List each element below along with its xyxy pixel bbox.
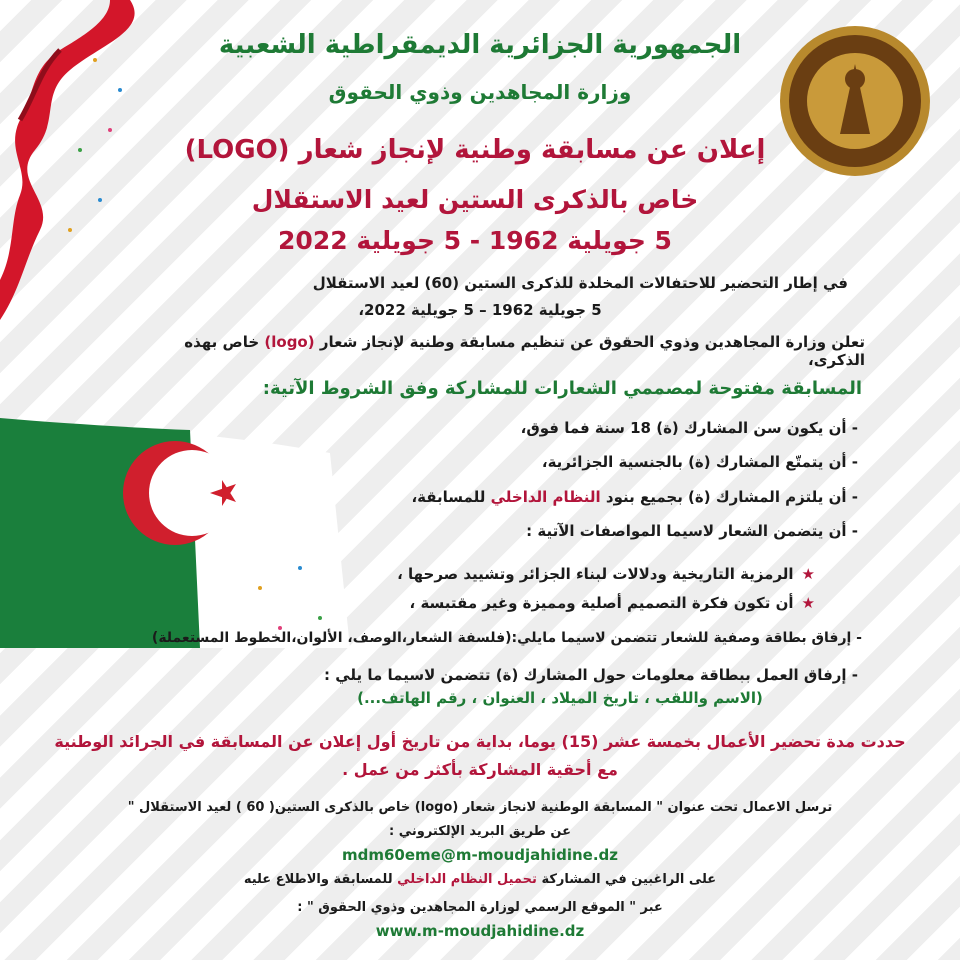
announcement-dates: 5 جويلية 1962 - 5 جويلية 2022: [278, 226, 672, 255]
condition-rules-end: للمسابقة،: [411, 488, 486, 506]
condition-info-card: - إرفاق العمل ببطاقة معلومات حول المشارك (ة) تتضمن لاسيما ما يلي :: [324, 666, 858, 684]
condition-rules: [300, 488, 858, 506]
conditions-heading: المسابقة مفتوحة لمصممي الشعارات للمشاركة وفق الشروط الآتية:: [262, 378, 862, 399]
intro-line-3: [150, 333, 865, 369]
spec-item-2: [300, 594, 815, 612]
submission-website[interactable]: www.m-moudjahidine.dz: [375, 922, 585, 940]
logo-highlight: (logo): [264, 333, 315, 351]
ministry-title: وزارة المجاهدين وذوي الحقوق: [328, 80, 632, 104]
announcement-subtitle: خاص بالذكرى الستين لعيد الاستقلال: [251, 185, 699, 214]
intro-line-1: في إطار التحضير للاحتفالات المخلدة للذكرى الستين (60) لعيد الاستقلال: [312, 274, 848, 292]
submission-line-2: عن طريق البريد الإلكتروني :: [388, 824, 572, 839]
spec-item-1: [300, 565, 815, 583]
submission-line-4: عبر " الموقع الرسمي لوزارة المجاهدين وذوي الحقوق " :: [297, 900, 663, 915]
announcement-title: إعلان عن مسابقة وطنية لإنجاز شعار (LOGO): [184, 135, 766, 165]
condition-specs: - أن يتضمن الشعار لاسيما المواصفات الآتية :: [526, 522, 858, 540]
internal-rules-highlight: النظام الداخلي: [490, 488, 601, 506]
intro-line-2: 5 جويلية 1962 – 5 جويلية 2022،: [358, 301, 602, 319]
star-icon: ★: [801, 565, 815, 583]
condition-age: - أن يكون سن المشارك (ة) 18 سنة فما فوق،: [520, 419, 858, 437]
star-icon: ★: [801, 594, 815, 612]
intro-line-3-text: تعلن وزارة المجاهدين وذوي الحقوق عن تنظيم مسابقة وطنية لإنجاز شعار: [319, 333, 865, 351]
info-card-details: (الاسم واللقب ، تاريخ الميلاد ، العنوان ، رقم الهاتف...): [357, 689, 763, 707]
submission-line-3: [80, 872, 880, 887]
deadline-line-1: حددت مدة تحضير الأعمال بخمسة عشر (15) يوما، بداية من تاريخ أول إعلان عن المسابقة في الجرائد الوطنية: [54, 732, 906, 751]
condition-rules-text: - أن يلتزم المشارك (ة) بجميع بنود: [605, 488, 858, 506]
submission-email[interactable]: mdm60eme@m-moudjahidine.dz: [341, 846, 619, 864]
spec-item-1-text: الرمزية التاريخية ودلالات لبناء الجزائر وتشييد صرحها ،: [397, 565, 794, 583]
submission-line-3-text: على الراغبين في المشاركة: [541, 872, 717, 887]
condition-description-card: - إرفاق بطاقة وصفية للشعار تتضمن لاسيما مايلي:(فلسفة الشعار،الوصف، الألوان،الخطوط المستعملة): [151, 630, 862, 646]
spec-item-2-text: أن تكون فكرة التصميم أصلية ومميزة وغير مقتبسة ،: [409, 594, 794, 612]
red-ribbon-decoration: [0, 0, 150, 330]
intro-line-3-end: خاص بهذه الذكرى،: [184, 333, 865, 369]
condition-nationality: - أن يتمتّع المشارك (ة) بالجنسية الجزائرية،: [541, 453, 858, 471]
submission-line-3-end: للمسابقة والاطلاع عليه: [243, 872, 393, 887]
republic-title: الجمهورية الجزائرية الديمقراطية الشعبية: [218, 30, 742, 60]
download-rules-highlight: تحميل النظام الداخلي: [397, 872, 537, 887]
submission-line-1: ترسل الاعمال تحت عنوان " المسابقة الوطنية لانجاز شعار (logo) خاص بالذكرى الستين( 60 ) لعيد الاستقلال ": [127, 800, 833, 815]
deadline-line-2: مع أحقية المشاركة بأكثر من عمل .: [342, 760, 618, 779]
